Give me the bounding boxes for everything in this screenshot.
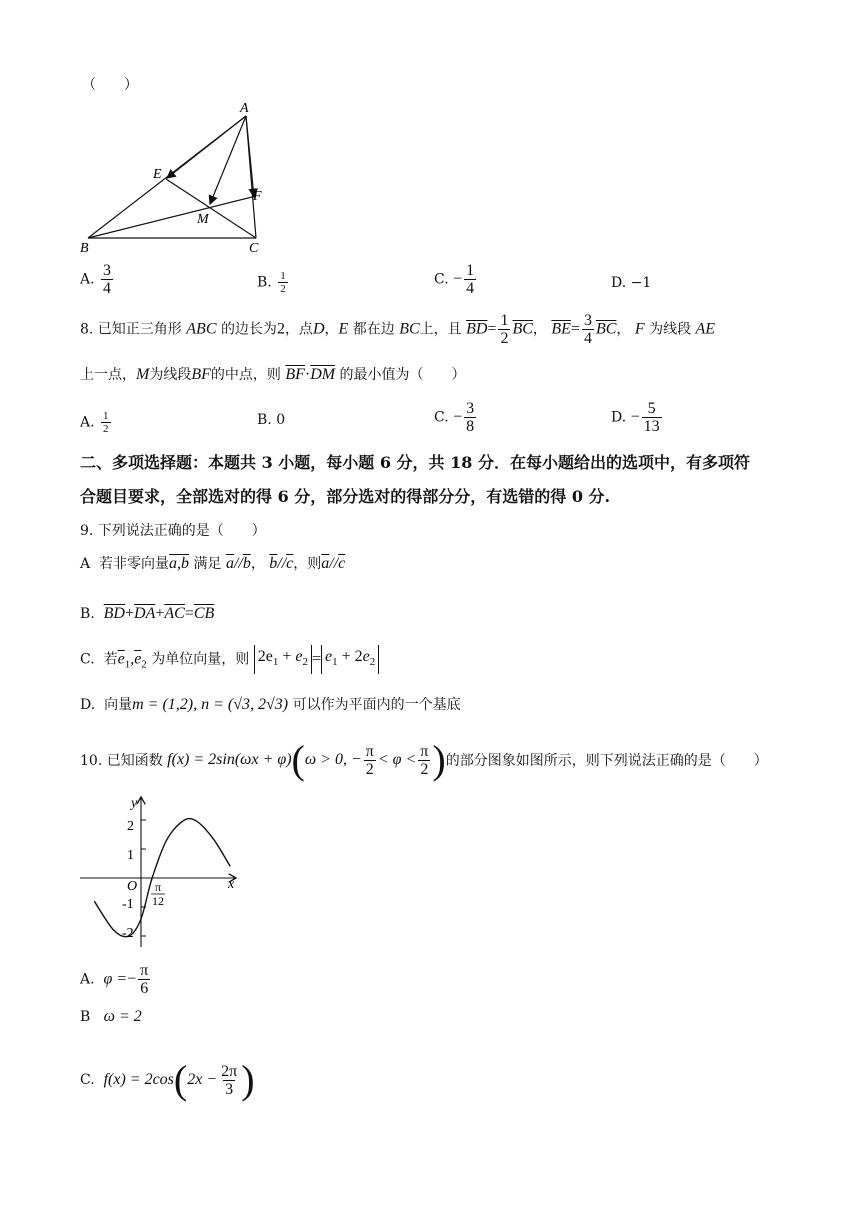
point-B-label: B: [80, 241, 89, 256]
point-E-label: E: [153, 167, 162, 182]
x-tick-pi12-num: π: [154, 880, 162, 894]
q8-option-b[interactable]: B. 0: [257, 412, 286, 428]
x-axis-label: x: [228, 877, 235, 892]
q8-option-a[interactable]: A. $\frac{1}{2}$: [80, 410, 109, 435]
point-F-label: F: [253, 189, 262, 204]
y-tick-label-2: 2: [127, 819, 134, 834]
q7-answer-paren: （ ）: [82, 77, 138, 93]
q9-option-a[interactable]: A 若非零向量a,b 满足 $\overline{a}//\overline{b}$， $\overline{b}//\overline{c}$，则$\overline{a}//\overline{c}$: [80, 555, 346, 572]
q9-option-c[interactable]: C. 若$\overline{e}_1,\overline{e}_2$ 为单位向量，则 $2e_1 + e_2 = e_1 + 2e_2$: [80, 645, 379, 674]
y-tick-label-neg1: -1: [122, 897, 134, 912]
point-C-label: C: [249, 241, 259, 256]
x-tick-pi12-den: 12: [152, 894, 164, 908]
q7-option-a[interactable]: A. $\frac{3}{4}$: [80, 262, 112, 297]
point-M-label: M: [197, 212, 209, 227]
segment-BF: [88, 196, 256, 238]
q10-option-a[interactable]: A. φ =− $\frac{\pi}{6}$: [80, 962, 149, 997]
section2-heading-line2: 合题目要求，全部选对的得 6 分，部分选对的得部分分，有选错的得 0 分.: [80, 487, 611, 506]
origin-label: O: [127, 879, 138, 894]
q7-option-b[interactable]: B. $\frac{1}{2}$: [257, 270, 286, 295]
y-tick-label-1: 1: [127, 848, 134, 863]
q8-stem-line1: 8. 已知正三角形 ABC 的边长为2，点D，E 都在边 BC上，且 $\overline{BD}=$ $\frac{1}{2}$ $\overline{BC}$， $\overline{BE}=$ $\frac{3}{4}$ $\overline{BC}$， F 为线段 AE: [80, 312, 716, 347]
q10-option-c[interactable]: C. f(x) = 2cos ( 2x − $\frac{2\pi}{3}$ ): [80, 1057, 255, 1102]
q7-triangle-diagram: [70, 100, 290, 260]
y-tick-label-neg2: -2: [122, 926, 134, 941]
y-axis-label: y: [131, 796, 138, 811]
q9-option-d[interactable]: D. 向量m = (1,2), n = (√3, 2√3) 可以作为平面内的一个基底: [80, 696, 461, 713]
q9-stem: 9. 下列说法正确的是（ ）: [80, 523, 266, 539]
q8-stem-line2: 上一点，M为线段BF的中点，则 $\overline{BF}\cdot\overline{DM}$ 的最小值为（ ）: [80, 366, 466, 383]
q9-option-b[interactable]: B. $\overline{BD}+\overline{DA}+\overline{AC}=\overline{CB}$: [80, 605, 215, 622]
q8-option-c[interactable]: C. − $\frac{3}{8}$: [434, 400, 475, 435]
q8-option-d[interactable]: D. − $\frac{5}{13}$: [611, 400, 660, 435]
section2-heading-line1: 二、多项选择题：本题共 3 小题，每小题 6 分，共 18 分．在每小题给出的选项中，有多项符: [80, 453, 750, 472]
q7-option-c[interactable]: C. − $\frac{1}{4}$: [434, 262, 475, 297]
vector-AF: [246, 116, 254, 197]
segment-EC: [166, 179, 256, 238]
q7-option-d[interactable]: D. −1: [611, 275, 652, 291]
q10-option-b[interactable]: B ω = 2: [80, 1008, 142, 1025]
q10-sine-graph: [75, 792, 245, 952]
q10-stem: 10. 已知函数 f(x) = 2sin(ωx + φ) ( ω > 0, − $\frac{\pi}{2}$ < φ < $\frac{\pi}{2}$ ) 的部分图象如图所示，则下列说法正确的是（ ）: [80, 737, 768, 782]
vector-AE: [167, 116, 246, 178]
point-A-label: A: [240, 101, 249, 116]
